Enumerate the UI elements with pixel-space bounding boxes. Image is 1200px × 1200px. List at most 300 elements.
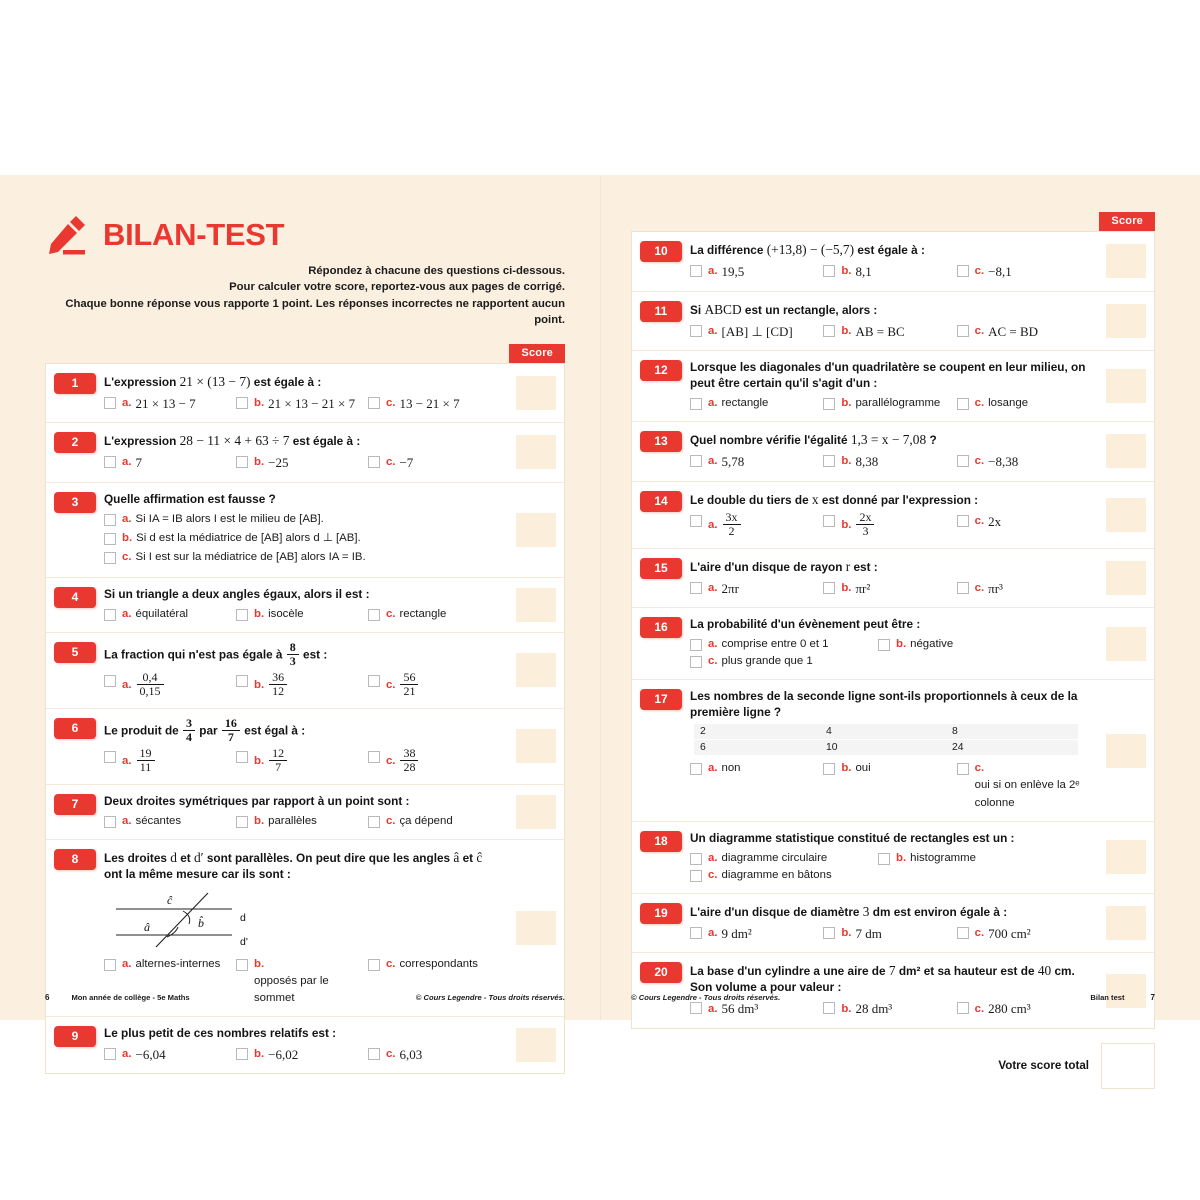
svg-text:b̂: b̂: [198, 915, 204, 930]
checkbox-icon[interactable]: [690, 853, 702, 865]
question-score-cell: [1098, 232, 1154, 291]
fraction-numerator: 3: [186, 715, 192, 730]
option-letter: a.: [708, 518, 718, 531]
score-input-box[interactable]: [516, 435, 556, 469]
question-text: [690, 491, 1090, 509]
question-words: Quel nombre vérifie l'égalité: [690, 433, 851, 448]
option-letter: a.: [122, 957, 132, 970]
checkbox-icon[interactable]: [368, 675, 380, 687]
question-row: [46, 633, 564, 709]
question-words: Si: [690, 302, 705, 317]
answer-option-a[interactable]: [104, 511, 500, 528]
checkbox-icon[interactable]: [104, 675, 116, 687]
question-score-cell: [1098, 292, 1154, 351]
footer-page-number-right: 7: [1150, 993, 1155, 1002]
score-input-box[interactable]: [516, 588, 556, 622]
question-body: [688, 680, 1098, 820]
answer-option-b[interactable]: [823, 999, 956, 1019]
question-row: [46, 840, 564, 1017]
checkbox-icon[interactable]: [236, 1048, 248, 1060]
option-content: [386, 813, 453, 830]
option-letter: b.: [253, 396, 265, 409]
checkbox-icon[interactable]: [690, 455, 702, 467]
checkbox-icon[interactable]: [823, 515, 835, 527]
question-score-cell: [508, 840, 564, 1016]
checkbox-icon[interactable]: [957, 455, 969, 467]
checkbox-icon[interactable]: [236, 397, 248, 409]
score-input-box[interactable]: [516, 795, 556, 829]
answer-option-c[interactable]: [957, 322, 1090, 342]
question-words: Les nombres de la seconde ligne sont-ils proportionnels à ceux de la première ligne ?: [690, 689, 1078, 720]
question-row: [632, 232, 1154, 292]
checkbox-icon[interactable]: [690, 325, 702, 337]
checkbox-icon[interactable]: [823, 582, 835, 594]
checkbox-icon[interactable]: [690, 1002, 702, 1014]
score-input-box[interactable]: [1106, 974, 1146, 1008]
question-text: [690, 241, 1090, 259]
question-row: [632, 482, 1154, 549]
checkbox-icon[interactable]: [957, 927, 969, 939]
answer-option-a[interactable]: [690, 999, 823, 1019]
answer-option-c[interactable]: [957, 452, 1090, 472]
option-content: [254, 394, 355, 414]
option-content: [385, 745, 420, 775]
question-score-cell: [1098, 422, 1154, 481]
question-row: [632, 608, 1154, 680]
question-row: [632, 292, 1154, 352]
answer-option-a[interactable]: [690, 452, 823, 472]
checkbox-icon[interactable]: [878, 853, 890, 865]
question-body: [688, 894, 1098, 953]
answer-option-c[interactable]: [957, 760, 1090, 811]
right-page: [600, 175, 1200, 1073]
option-letter: b.: [841, 397, 852, 410]
question-words: dm est environ égale à :: [869, 904, 1008, 919]
score-input-box[interactable]: [516, 1028, 556, 1062]
answer-option-c[interactable]: [690, 867, 878, 884]
question-number-cell: [46, 633, 102, 708]
checkbox-icon[interactable]: [368, 959, 380, 971]
question-words: Le double du tiers de: [690, 492, 812, 507]
question-row: [46, 1017, 564, 1073]
question-number-cell: [46, 785, 102, 839]
checkbox-icon[interactable]: [104, 751, 116, 763]
checkbox-icon[interactable]: [104, 959, 116, 971]
checkbox-icon[interactable]: [368, 609, 380, 621]
question-body: [688, 292, 1098, 351]
answer-options: [690, 509, 1090, 539]
option-content: [253, 669, 288, 699]
option-content: [122, 956, 220, 973]
question-body: [688, 232, 1098, 291]
option-value: 6,03: [399, 1046, 423, 1062]
checkbox-icon[interactable]: [957, 265, 969, 277]
checkbox-icon[interactable]: [823, 927, 835, 939]
option-value: losange: [988, 397, 1029, 410]
question-text: [690, 689, 1090, 721]
question-number-badge: 4: [54, 587, 96, 608]
answer-option-c[interactable]: [368, 606, 500, 623]
answer-option-c[interactable]: [690, 653, 878, 670]
question-words: L'expression: [104, 434, 180, 449]
option-value: équilatéral: [135, 607, 189, 620]
score-input-box[interactable]: [1106, 561, 1146, 595]
option-letter: b.: [841, 582, 852, 595]
footer-copyright-right: © Cours Legendre - Tous droits réservés.: [631, 993, 781, 1002]
option-letter: b.: [896, 851, 907, 864]
checkbox-icon[interactable]: [690, 639, 702, 651]
checkbox-icon[interactable]: [104, 514, 116, 526]
score-header-right: [631, 209, 1155, 231]
answer-option-c[interactable]: [957, 395, 1090, 412]
instruction-line-1: Répondez à chacune des questions ci-dessous.: [308, 265, 565, 277]
option-letter: a.: [708, 265, 718, 278]
question-row: [632, 894, 1154, 954]
checkbox-icon[interactable]: [368, 1048, 380, 1060]
answer-option-b[interactable]: [823, 509, 956, 539]
checkbox-icon[interactable]: [236, 959, 248, 971]
question-row: [46, 709, 564, 785]
checkbox-icon[interactable]: [236, 675, 248, 687]
checkbox-icon[interactable]: [823, 265, 835, 277]
answer-option-a[interactable]: [690, 924, 823, 944]
checkbox-icon[interactable]: [236, 816, 248, 828]
score-header-left: [45, 341, 565, 363]
instructions-block: [45, 263, 565, 329]
question-math: ABCD: [704, 301, 742, 317]
score-input-box[interactable]: [516, 653, 556, 687]
answer-option-b[interactable]: [823, 262, 956, 282]
question-text: [104, 715, 500, 745]
question-number-cell: [46, 483, 102, 577]
option-content: [122, 511, 324, 528]
answer-option-a[interactable]: [104, 453, 236, 473]
answer-option-a[interactable]: [690, 760, 823, 777]
checkbox-icon[interactable]: [690, 398, 702, 410]
fraction: [137, 747, 155, 774]
question-words: et: [459, 850, 477, 865]
option-letter: a.: [122, 396, 132, 409]
question-text: [104, 492, 500, 508]
answer-option-a[interactable]: [690, 636, 878, 653]
answer-options: [104, 669, 500, 699]
answer-option-a[interactable]: [690, 262, 823, 282]
answer-option-c[interactable]: [368, 813, 500, 830]
question-words: cm. Son volume a pour valeur :: [690, 964, 1075, 995]
answer-option-a[interactable]: [690, 395, 823, 412]
answer-option-b[interactable]: [878, 850, 1066, 867]
question-row: [46, 423, 564, 483]
svg-text:â: â: [144, 919, 150, 934]
question-number-cell: [632, 680, 688, 820]
option-letter: a.: [708, 762, 718, 775]
answer-option-b[interactable]: [823, 924, 956, 944]
question-row: [46, 785, 564, 840]
option-value: oui si on enlève la 2ᵉ colonne: [974, 779, 1080, 809]
checkbox-icon[interactable]: [236, 751, 248, 763]
option-content: [708, 999, 758, 1019]
answer-option-a[interactable]: [104, 1045, 236, 1065]
answer-option-a[interactable]: [104, 606, 236, 623]
checkbox-icon[interactable]: [104, 397, 116, 409]
answer-option-b[interactable]: [823, 452, 956, 472]
answer-option-c[interactable]: [104, 549, 500, 566]
checkbox-icon[interactable]: [690, 265, 702, 277]
question-math: d: [170, 849, 177, 865]
answer-option-a[interactable]: [690, 509, 823, 539]
answer-options: [690, 999, 1090, 1019]
fraction-numerator: 0,4: [142, 669, 158, 684]
checkbox-icon[interactable]: [104, 609, 116, 621]
score-input-box[interactable]: [516, 911, 556, 945]
answer-option-c[interactable]: [957, 999, 1090, 1019]
score-input-box[interactable]: [516, 513, 556, 547]
score-input-box[interactable]: [516, 376, 556, 410]
checkbox-icon[interactable]: [957, 325, 969, 337]
checkbox-icon[interactable]: [690, 656, 702, 668]
question-words: et: [176, 850, 194, 865]
answer-option-b[interactable]: [104, 530, 500, 547]
answer-option-a[interactable]: [104, 669, 236, 699]
question-math: 7: [888, 963, 896, 979]
answer-option-a[interactable]: [690, 322, 823, 342]
checkbox-icon[interactable]: [104, 552, 116, 564]
question-row: [632, 422, 1154, 482]
question-row: [632, 822, 1154, 894]
question-number-badge: 1: [54, 373, 96, 394]
answer-option-c[interactable]: [368, 669, 500, 699]
checkbox-icon[interactable]: [823, 1002, 835, 1014]
question-text: [104, 373, 500, 391]
footer-book-title: Mon année de collège - 5e Maths: [71, 993, 190, 1002]
option-value: AC = BD: [988, 323, 1039, 339]
answer-options: [104, 813, 500, 830]
checkbox-icon[interactable]: [690, 870, 702, 882]
option-content: [841, 579, 870, 599]
question-words: Le plus petit de ces nombres relatifs est :: [104, 1025, 337, 1040]
option-value: 19,5: [721, 264, 745, 280]
answer-option-c[interactable]: [368, 956, 500, 973]
question-math: 21 × (13 − 7): [179, 373, 251, 389]
score-input-box[interactable]: [1106, 244, 1146, 278]
total-score-label: Votre score total: [998, 1059, 1089, 1073]
question-number-cell: [46, 709, 102, 784]
option-letter: b.: [841, 927, 852, 940]
left-page: [0, 175, 600, 1062]
option-letter: b.: [253, 456, 265, 469]
checkbox-icon[interactable]: [823, 763, 835, 775]
question-number-badge: 6: [54, 718, 96, 739]
checkbox-icon[interactable]: [236, 609, 248, 621]
option-content: [975, 999, 1031, 1019]
score-input-box[interactable]: [1106, 498, 1146, 532]
checkbox-icon[interactable]: [690, 582, 702, 594]
answer-option-a[interactable]: [104, 394, 236, 414]
question-words: est égale à :: [289, 434, 361, 449]
question-score-cell: [508, 483, 564, 577]
option-letter: c.: [708, 868, 718, 881]
score-input-box[interactable]: [1106, 840, 1146, 874]
option-value: Si I est sur la médiatrice de [AB] alors IA = IB.: [135, 550, 366, 563]
fraction: [183, 717, 195, 744]
footer-section-name: Bilan test: [1090, 993, 1125, 1002]
option-content: [386, 1045, 422, 1065]
answer-option-c[interactable]: [368, 745, 500, 775]
option-letter: c.: [385, 957, 396, 970]
checkbox-icon[interactable]: [957, 763, 969, 775]
total-score-row: [631, 1043, 1155, 1089]
option-letter: c.: [974, 455, 985, 468]
question-number-badge: 20: [640, 962, 682, 983]
score-input-box[interactable]: [516, 729, 556, 763]
answer-option-b[interactable]: [823, 322, 956, 342]
answer-option-a[interactable]: [104, 745, 236, 775]
question-words: Le produit de: [104, 723, 182, 738]
question-math: 1,3 = x − 7,08: [850, 432, 927, 448]
option-value: non: [721, 762, 741, 775]
fraction-numerator: 12: [272, 745, 285, 760]
table-cell: 10: [825, 742, 838, 754]
answer-option-b[interactable]: [236, 394, 368, 414]
question-body: [102, 423, 508, 482]
question-words: La probabilité d'un évènement peut être :: [690, 617, 921, 632]
option-letter: c.: [122, 550, 132, 563]
score-input-box[interactable]: [1106, 734, 1146, 768]
option-content: [122, 549, 366, 566]
question-number-badge: 2: [54, 432, 96, 453]
option-content: [708, 867, 832, 884]
checkbox-icon[interactable]: [690, 515, 702, 527]
option-letter: b.: [841, 762, 852, 775]
option-letter: c.: [385, 607, 396, 620]
question-math: â: [453, 849, 460, 865]
checkbox-icon[interactable]: [368, 751, 380, 763]
checkbox-icon[interactable]: [690, 927, 702, 939]
option-value: histogramme: [910, 851, 976, 864]
footer-copyright: © Cours Legendre - Tous droits réservés.: [415, 993, 565, 1002]
score-input-box[interactable]: [1106, 304, 1146, 338]
option-content: [708, 322, 793, 342]
checkbox-icon[interactable]: [823, 325, 835, 337]
question-number-badge: 18: [640, 831, 682, 852]
answer-option-a[interactable]: [104, 813, 236, 830]
fraction-numerator: 16: [224, 715, 237, 730]
question-words: dm² et sa hauteur est de: [895, 964, 1038, 979]
score-input-box[interactable]: [1106, 906, 1146, 940]
answer-option-b[interactable]: [236, 606, 368, 623]
option-content: [841, 452, 878, 472]
checkbox-icon[interactable]: [104, 456, 116, 468]
option-value: sécantes: [135, 814, 182, 827]
answer-option-c[interactable]: [368, 394, 500, 414]
answer-option-c[interactable]: [957, 262, 1090, 282]
option-value: opposés par le sommet: [253, 974, 329, 1004]
answer-option-a[interactable]: [690, 579, 823, 599]
option-letter: b.: [253, 754, 265, 767]
question-text: [690, 831, 1090, 847]
fraction: [400, 747, 418, 774]
score-input-box[interactable]: [1106, 434, 1146, 468]
checkbox-icon[interactable]: [823, 455, 835, 467]
fraction-denominator: 7: [269, 760, 287, 774]
option-letter: c.: [385, 814, 396, 827]
question-row: [632, 351, 1154, 422]
answer-option-b[interactable]: [236, 813, 368, 830]
option-value: 56 dm³: [721, 1001, 759, 1017]
fraction-numerator: 36: [272, 669, 285, 684]
option-content: [122, 745, 156, 775]
answer-option-c[interactable]: [368, 453, 500, 473]
checkbox-icon[interactable]: [690, 763, 702, 775]
answer-option-b[interactable]: [236, 669, 368, 699]
option-content: [386, 453, 413, 473]
checkbox-icon[interactable]: [368, 397, 380, 409]
total-score-box[interactable]: [1101, 1043, 1155, 1089]
question-score-cell: [508, 578, 564, 632]
checkbox-icon[interactable]: [104, 1048, 116, 1060]
option-letter: c.: [385, 396, 396, 409]
question-words: est égale à :: [854, 243, 925, 257]
checkbox-icon[interactable]: [368, 816, 380, 828]
answer-option-a[interactable]: [690, 850, 878, 867]
question-number-cell: [46, 423, 102, 482]
fraction-denominator: 2: [723, 524, 741, 538]
answer-options: [690, 262, 1090, 282]
answer-option-b[interactable]: [236, 453, 368, 473]
answer-option-b[interactable]: [823, 395, 956, 412]
answer-option-c[interactable]: [957, 924, 1090, 944]
score-input-box[interactable]: [1106, 369, 1146, 403]
answer-option-a[interactable]: [104, 956, 236, 973]
checkbox-icon[interactable]: [957, 1002, 969, 1014]
checkbox-icon[interactable]: [104, 533, 116, 545]
question-text: [690, 431, 1090, 449]
answer-option-b[interactable]: [236, 1045, 368, 1065]
checkbox-icon[interactable]: [957, 515, 969, 527]
score-input-box[interactable]: [1106, 627, 1146, 661]
checkbox-icon[interactable]: [368, 456, 380, 468]
answer-option-c[interactable]: [957, 512, 1090, 532]
svg-text:ĉ: ĉ: [167, 892, 173, 907]
answer-option-c[interactable]: [957, 579, 1090, 599]
fraction-denominator: 4: [183, 730, 195, 744]
checkbox-icon[interactable]: [957, 398, 969, 410]
checkbox-icon[interactable]: [957, 582, 969, 594]
table-cell: 4: [825, 726, 832, 738]
answer-option-b[interactable]: [878, 636, 1066, 653]
question-words: est :: [850, 559, 878, 574]
option-value: oui: [855, 762, 871, 775]
option-content: [122, 394, 196, 414]
fraction-denominator: 11: [137, 760, 155, 774]
answer-option-b[interactable]: [823, 760, 956, 777]
option-value: 7: [135, 455, 142, 471]
answer-options: [104, 1045, 500, 1065]
checkbox-icon[interactable]: [104, 816, 116, 828]
option-content: [708, 579, 739, 599]
question-math: 40: [1037, 963, 1052, 979]
checkbox-icon[interactable]: [878, 639, 890, 651]
checkbox-icon[interactable]: [236, 456, 248, 468]
option-letter: c.: [974, 324, 985, 337]
question-words: ?: [926, 433, 937, 448]
fraction-denominator: 3: [287, 654, 299, 668]
checkbox-icon[interactable]: [823, 398, 835, 410]
answer-option-b[interactable]: [823, 579, 956, 599]
answer-option-b[interactable]: [236, 745, 368, 775]
fraction-numerator: 19: [139, 745, 152, 760]
answer-option-c[interactable]: [368, 1045, 500, 1065]
